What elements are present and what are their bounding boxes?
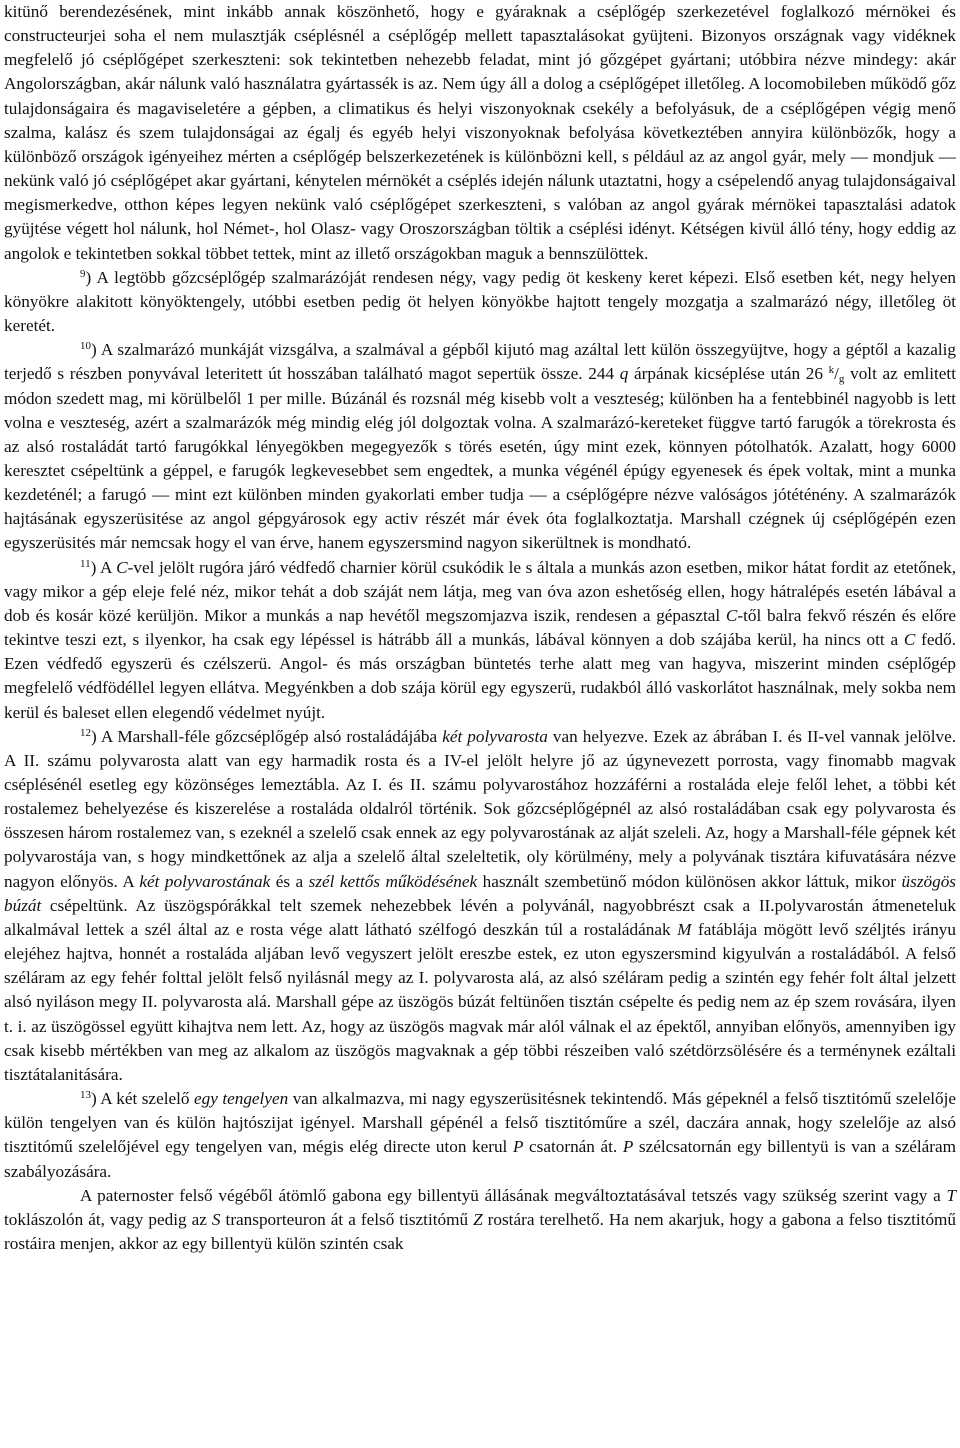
superscript: 12 [80, 726, 91, 739]
italic-term: q [619, 364, 629, 384]
italic-term: szél kettős működésének [308, 871, 478, 891]
text-run: ) A két szelelő [91, 1089, 194, 1109]
italic-term: P [512, 1137, 524, 1157]
paragraph-paternoster [4, 1184, 956, 1256]
text-run: A paternoster felső végéből átömlő gabona egy billentyü állásának megváltoztatásával tetszés vagy szükség szerint vagy a [80, 1185, 947, 1205]
italic-term: P [622, 1137, 634, 1157]
superscript: k [828, 364, 835, 377]
text-run: csépeltünk. Az üszögspórákkal telt szemek nehezebbek lévén a polyvánál, nagyobbrészt csak a II.polyvarostán átmeneteluk alkalmával lettek a szél által az e rosta vége alatt látható szélfogó deszkán túl a rostaládának [4, 895, 956, 939]
text-run: / [834, 364, 839, 384]
superscript: 10 [80, 340, 91, 353]
text-run: transporteuron át a felső tisztitómű [220, 1209, 474, 1229]
text-run: ) A Marshall-féle gőzcséplőgép alsó rostaládájába [91, 726, 443, 746]
superscript: 11 [80, 557, 91, 570]
italic-term: M [677, 919, 692, 939]
footnote-11 [4, 556, 956, 725]
text-run: kitünő berendezésének, mint inkább annak köszönhető, hogy e gyáraknak a cséplőgép szerkezetével foglalkozó mérnökei és constructeurjei soha el nem mulasztják cséplésnél a cséplőgép mellett tapasztalásokat gyüjteni. Bizonyos országnak vagy vidéknek megfelelő jó cséplőgépet szerkeszteni: sok tekintetben nehezebb feladat, mint jó gőzgépet gyártani; utóbbira nézve mindegy: akár Angolországban, akár nálunk való használatra gyártassék is az. Nem úgy áll a dolog a cséplőgépet illetőleg. A locomobileben működő gőz tulajdonságaira és magaviseletére a gépben, a climatikus és helyi viszonyoknak csekély a befolyásuk, de a cséplőgépen végig menő szalma, kalász és szem tulajdonságai az égalj és egyéb helyi viszonyoknak befolyása következtében annyira különbözők, hogy a különböző országok igényeihez mérten a cséplőgép belszerkezetének is különbözni kell, s például az az angol gyár, mely — mondjuk — nekünk való jó cséplőgépet akar gyártani, kénytelen mérnökét a cséplés idején nálunk utaztatni, hogy a csépelendő anyag tulajdonságaival megismerkedve, otthon képes legyen nekünk való cséplőgépet szerkeszteni, s valóban az angol gyárak mérnökei tapasztalási adatok gyüjtése végett hol nálunk, hol Német-, hol Olasz- vagy Oroszországban töltik a cséplési idényt. Kétségen kivül álló tény, hogy eddig az angolok e tekintetben sokkal többet tettek, mint az illető országokban maguk a bennszülöttek. [4, 2, 956, 263]
italic-term: C [903, 630, 916, 650]
text-run: ) A legtöbb gőzcséplőgép szalmarázóját rendesen négy, vagy pedig öt keskeny keret képezi. Első esetben két, negy helyen könyökre alakitott könyöktengely, utóbbi esetben pedig öt helyen könyökbe hajtott tengely mozgatja a szalmarázó négy, illetőleg öt keretét. [4, 267, 956, 336]
italic-term: két polyvarosta [442, 726, 548, 746]
text-run: volt az emlitett módon szedett mag, mi körülbelől 1 per mille. Búzánál és rozsnál még kisebb volt a veszteség; különben ha a fentebbinél nagyobb is lett volna e veszteség, azért a szalmarázók még mindig elég jól dolgoztak volna. A szalmarázó-kereteket függve tartó farugók a törekrosta és az alsó rostaládát tartó farugókkal lényegökben megegyezők s törés esetén, úgy mint ezek, könnyen pótolhatók. Azalatt, hogy 6000 keresztet csépeltünk a géppel, e farugók legkevesebbet sem engedtek, a munka végénél épúgy egyenesek és épek voltak, mint a munka kezdeténél; a farugó — mint ezt különben minden gyakorlati ember tudja — a cséplőgépre nézve valóságos jótéténény. A szalmarázók hajtásának egyszerüsitése az angol gépgyárosok egy activ részét már évek óta foglalkoztatja. Marshall czégnek új cséplőgépén ezen egyszerüsités már nemcsak hogy el van érve, hanem egyszersmind nagyon sikerültnek is mondható. [4, 364, 956, 553]
footnote-9 [4, 266, 956, 338]
text-run: fatáblája mögött levő széljtés irányu elejéhez hajtva, honnét a rostaláda aljában levő vegyszert jelölt ereszbe estek, ez uton egyszersmind kigyulván a rostaládából. A felső széláram az egy fehér folttal jelölt felső nyilásnál megy az I. polyvarosta alá, az alsó széláram pedig a szintén egy fehér folt által jelzett alsó nyiláson megy II. polyvarosta alá. Marshall gépe az üszögös búzát feltünően tisztán csépelte és pedig nem az ép szem rovására, ilyen t. i. az üszögössel együtt kihajtva nem lett. Az, hogy az üszögös magvak már alól válnak el az épektől, annyiban előnyös, amennyiben igy csak kisebb mértékben van meg az alkalom az üszögös magvaknak a gép többi részeiben való szétdörzsölésére és a terménynek ezáltali tisztátalanitására. [4, 919, 956, 1084]
text-run: ) A [90, 557, 117, 577]
superscript: 9 [80, 267, 86, 280]
text-run: rostára terelhető. Ha nem akarjuk, hogy a gabona a felso tisztitómű rostáira menjen, akkor az egy billentyü külön szintén csak [4, 1209, 956, 1253]
italic-term: két polyvarostának [139, 871, 271, 891]
footnote-13 [4, 1087, 956, 1184]
text-run: toklászolón át, vagy pedig az [4, 1209, 212, 1229]
text-run: -től balra fekvő részén és előre tekintve teszi ezt, s ilyenkor, ha csak egy lépéssel is hátrább áll a munkás, lábával könnyen a dob szájába kerül, ha nincs ott a [4, 605, 956, 650]
text-run: és a [270, 871, 309, 891]
footnote-12 [4, 725, 956, 1087]
italic-term: T [946, 1185, 956, 1205]
italic-term: C [725, 605, 738, 625]
text-run: használt szembetünő módon különösen akkor láttuk, mikor [477, 871, 902, 891]
text-run: fedő. Ezen védfedő egyszerü és czélszerü. Angol- és más országban büntetés terhe alatt meg van hagyva, miszerint minden cséplőgép megfelelő védfödéllel legyen ellátva. Megyénkben a dob szája körül egy egyszerü, rudakból álló vaskorlátot használnak, mely sokba nem kerül és baleset ellen elegendő védelmet nyújt. [4, 630, 956, 722]
text-run: szélcsatornán egy billentyü is van a széláram szabályozására. [4, 1137, 956, 1181]
italic-term: C [116, 557, 128, 577]
italic-term: üszögös búzát [4, 871, 956, 915]
italic-term: Z [473, 1209, 483, 1229]
italic-term: egy tengelyen [193, 1089, 289, 1109]
text-run: van alkalmazva, mi nagy egyszerüsitésnek tekintendő. Más gépeknél a felső tisztitómű szelelője külön tengelyen van és külön hajtószijat igényel. Marshall gépénél a felső tisztitóműre a szél, daczára annak, hogy szelelője az alsó tisztitómű szelelőjével egy tengelyen van, mégis elég directe uton kerul [4, 1089, 956, 1157]
paragraph-intro [4, 0, 956, 266]
text-run: -vel jelölt rugóra járó védfedő charnier körül csukódik le s általa a munkás azon esetben, mikor hátat fordit az etetőnek, vagy mikor a gép eleje felé néz, mikor tehát a dob száját nem látja, meg van óva azon eshetőség ellen, hogy hátralépés esetén lábával a dob és kosár közé kerüljön. Mikor a munkás a nap hevétől megszomjazva iszik, rendesen a gépasztal [4, 557, 956, 625]
footnote-10 [4, 338, 956, 555]
text-run: árpának kicséplése után 26 [628, 364, 829, 384]
superscript: 13 [80, 1089, 91, 1102]
italic-term: S [211, 1209, 221, 1229]
text-run: van helyezve. Ezek az ábrában I. és II-vel vannak jelölve. A II. számu polyvarosta alatt van egy harmadik rosta és a IV-el jelölt helyre jő az úgynevezett porrosta, vagy finomabb magvak cséplésénél esetleg egy közönséges lemeztábla. Az I. és II. számu polyvarostához hozzáférni a rostaláda eleje felől lehet, a többi két rostalemez behelyezése és kiszerelése a rostaláda oldalról történik. Sok gőzcséplőgépnél az alsó rostaládában csak egy polyvarosta és összesen három rostalemez van, s ezeknél a szelelő csak ennek az egy polyvarostának az alját szeleli. Az, hogy a Marshall-féle gépnek két polyvarostája van, s hogy mindkettőnek az alja a szelelő által szeleltetik, oly körülmény, mely a polyvának tisztára kifuvatására nézve nagyon előnyös. A [4, 726, 956, 891]
text-run: ) A szalmarázó munkáját vizsgálva, a szalmával a gépből kijutó mag azáltal lett külön összegyüjtve, hogy a géptől a kazalig terjedő s részben ponyvával leteritett út hosszában található magot sepertük össze. 244 [4, 340, 956, 384]
subscript: g [838, 373, 845, 386]
text-run: csatornán át. [523, 1137, 623, 1157]
